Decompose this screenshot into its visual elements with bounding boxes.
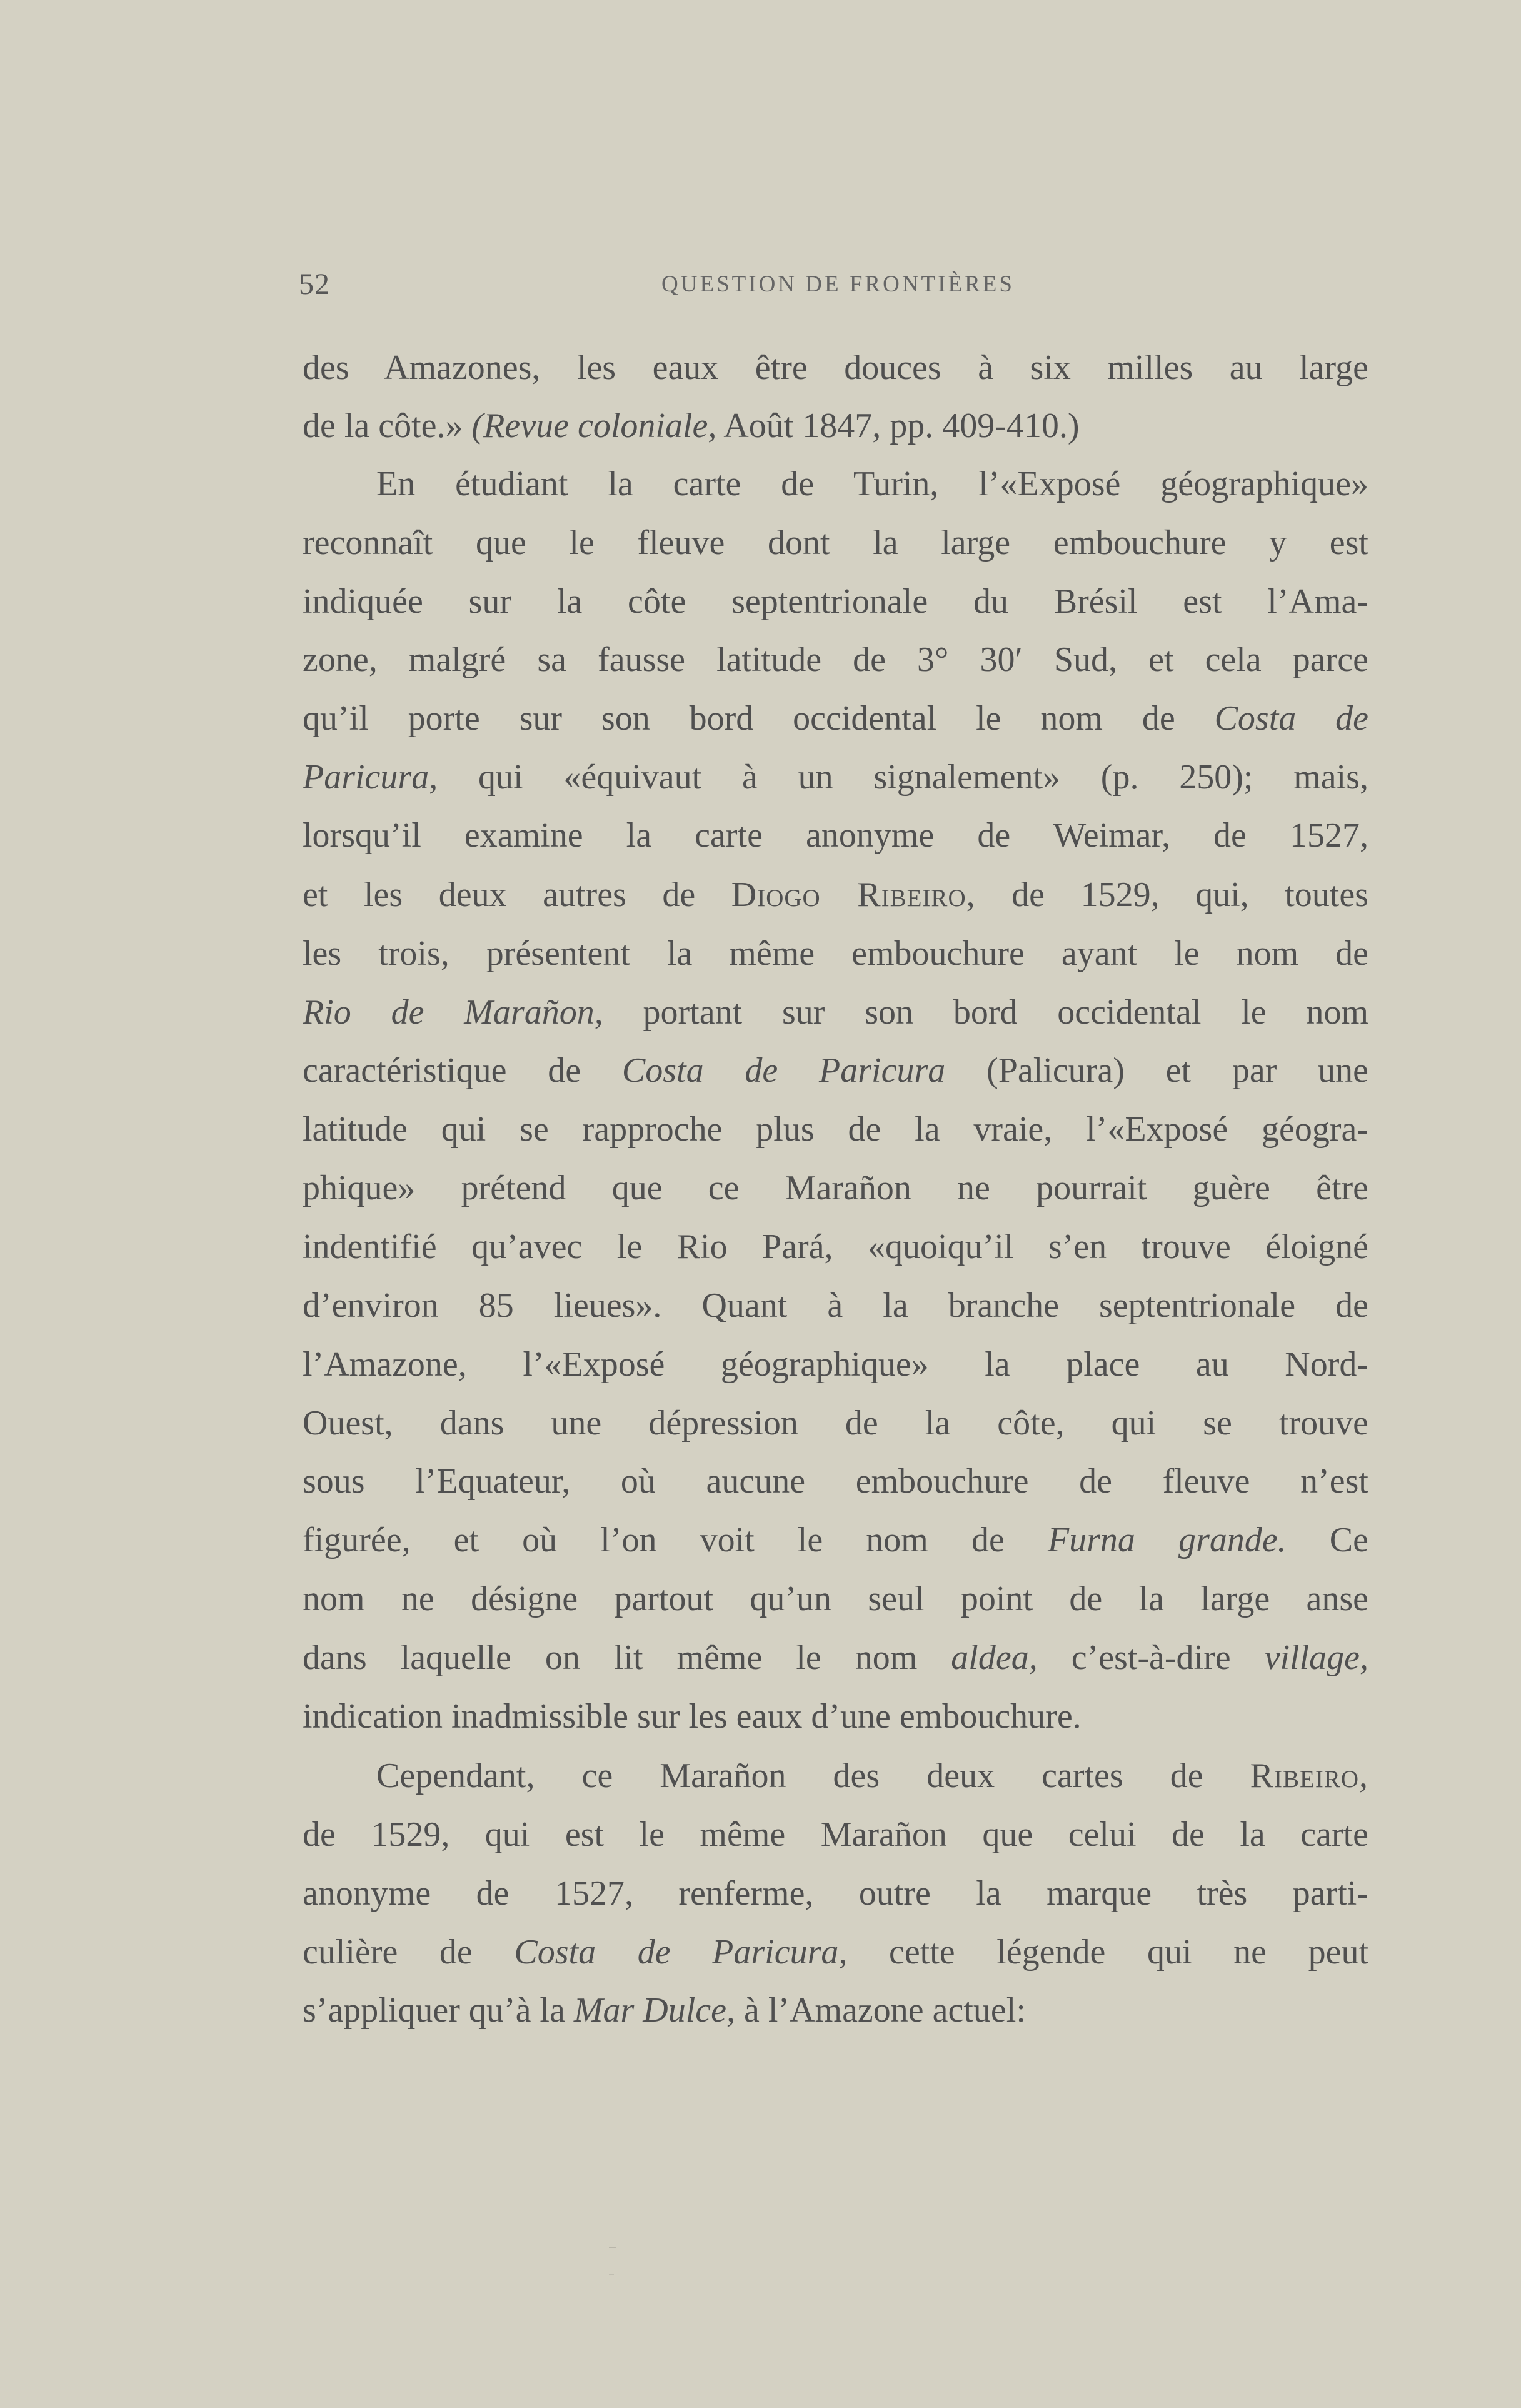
text-segment: et les deux autres de [303,875,731,914]
text-segment: zone, malgré sa fausse latitude de 3° 30′ Sud, et cela parce [303,640,1368,679]
text-segment: Cependant, ce Marañon des deux cartes de [376,1756,1250,1795]
italic-text: (Revue coloniale, [471,406,717,445]
small-caps-name: Diogo Ribeiro, [731,875,976,914]
text-line [303,1276,1368,1335]
text-line [303,1864,1368,1923]
text-segment: portant sur son bord occidental le nom [603,993,1368,1032]
text-line [303,1452,1368,1511]
text-segment: dans laquelle on lit même le nom [303,1638,951,1677]
text-line [303,865,1368,924]
text-segment: indication inadmissible sur les eaux d’une embouchure. [303,1697,1082,1736]
text-segment: qui «équivaut à un signalement» (p. 250); mais, [438,758,1368,797]
italic-text: Paricura, [303,758,438,797]
text-line [303,1159,1368,1217]
running-header [299,266,1377,310]
text-line [303,1217,1368,1276]
text-segment: c’est-à-dire [1037,1638,1265,1677]
small-caps-name: Ribeiro, [1250,1756,1368,1795]
text-segment: Août 1847, pp. 409-410.) [716,406,1080,445]
page-number: 52 [299,268,330,301]
text-line [303,1923,1368,1982]
text-segment: lorsqu’il examine la carte anonyme de Weimar, de 1527, [303,816,1368,855]
italic-text: Costa de Paricura [621,1051,946,1090]
text-segment: de la côte.» [303,406,472,445]
text-line [303,1687,1368,1746]
text-segment: caractéristique de [303,1051,622,1090]
italic-text: Rio de Marañon, [303,993,603,1032]
text-segment: s’appliquer qu’à la [303,1991,574,2030]
text-segment: phique» prétend que ce Marañon ne pourrait guère être [303,1169,1368,1207]
text-line [303,1981,1368,2040]
text-segment: l’Amazone, l’«Exposé géographique» la place au Nord- [303,1345,1368,1384]
text-segment: figurée, et où l’on voit le nom de [303,1521,1048,1559]
text-line [303,924,1368,983]
text-line [303,1394,1368,1453]
italic-text: Costa de Paricura, [514,1933,848,1972]
text-line [303,1511,1368,1569]
text-segment: sous l’Equateur, où aucune embouchure de fleuve n’est [303,1462,1368,1501]
text-line [303,983,1368,1042]
text-segment: à l’Amazone actuel: [735,1991,1026,2030]
text-line [376,1746,1368,1805]
text-line [303,748,1368,807]
text-segment: indentifié qu’avec le Rio Pará, «quoiqu’il s’en trouve éloigné [303,1227,1368,1266]
text-segment: qu’il porte sur son bord occidental le nom de [303,699,1215,738]
text-line [303,1569,1368,1628]
text-segment: anonyme de 1527, renferme, outre la marque très parti- [303,1874,1368,1913]
text-line [303,1805,1368,1864]
text-segment: culière de [303,1933,515,1972]
text-line [303,396,1368,455]
text-segment: cette légende qui ne peut [847,1933,1368,1972]
text-line [303,1041,1368,1100]
text-segment: nom ne désigne partout qu’un seul point de la large anse [303,1579,1368,1618]
text-segment: de 1529, qui est le même Marañon que celui de la carte [303,1815,1368,1854]
text-line [303,630,1368,689]
italic-text: village, [1264,1638,1368,1677]
text-line [303,513,1368,572]
text-line [303,1628,1368,1687]
text-line [303,806,1368,865]
text-line [303,1100,1368,1159]
italic-text: aldea, [951,1638,1038,1677]
text-segment: d’environ 85 lieues». Quant à la branche septentrionale de [303,1286,1368,1325]
text-segment: de 1529, qui, toutes [975,875,1368,914]
body-text [303,338,1368,2083]
text-segment: Ce [1286,1521,1368,1559]
italic-text: Mar Dulce, [573,1991,735,2030]
text-line [303,1335,1368,1394]
text-line [303,689,1368,748]
text-segment: indiquée sur la côte septentrionale du Brésil est l’Ama- [303,582,1368,621]
text-segment: les trois, présentent la même embouchure ayant le nom de [303,934,1368,973]
text-line [303,572,1368,631]
text-segment: Ouest, dans une dépression de la côte, qui se trouve [303,1404,1368,1443]
text-segment: (Palicura) et par une [945,1051,1368,1090]
italic-text: Costa de [1214,699,1368,738]
text-line [376,455,1368,513]
text-line [303,338,1368,397]
italic-text: Furna grande. [1047,1521,1287,1559]
text-segment: reconnaît que le fleuve dont la large embouchure y est [303,523,1368,562]
text-segment: des Amazones, les eaux être douces à six milles au large [303,348,1368,387]
text-segment: latitude qui se rapproche plus de la vraie, l’«Exposé géogra- [303,1110,1368,1149]
text-segment: En étudiant la carte de Turin, l’«Exposé géographique» [376,465,1368,503]
running-title: QUESTION DE FRONTIÈRES [661,271,1015,297]
